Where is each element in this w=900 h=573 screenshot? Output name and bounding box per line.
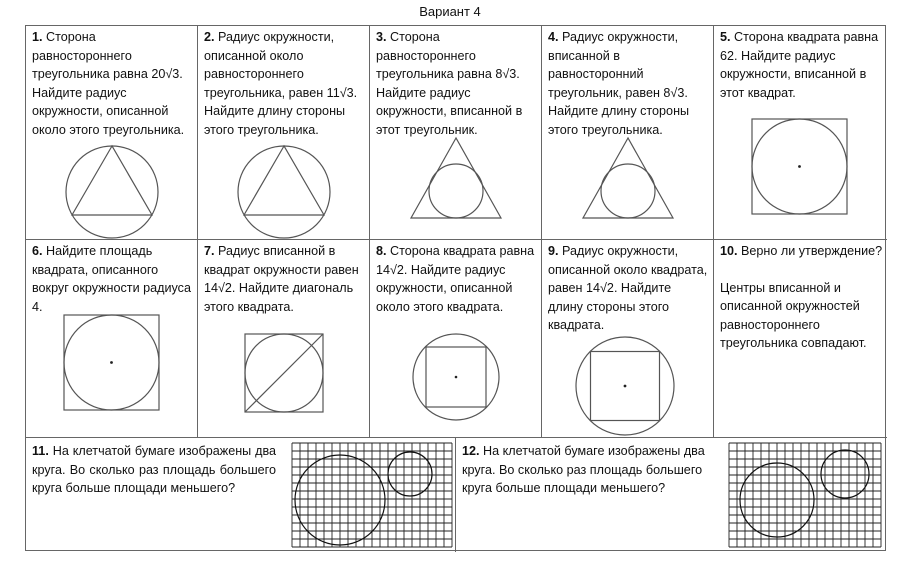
page-title: Вариант 4 xyxy=(419,4,481,19)
task-text: Верно ли утверждение? xyxy=(741,244,883,258)
task-number: 12. xyxy=(462,444,480,458)
task-text: Сторона равностороннего треугольника равна 8√3. Найдите радиус окружности, вписанной в этот треугольник. xyxy=(376,30,523,137)
task-text: Сторона квадрата равна 14√2. Найдите радиус окружности, описанной около этого квадрата. xyxy=(376,244,535,314)
task-cell-5 xyxy=(714,26,887,240)
task-text: Сторона равностороннего треугольника равна 20√3. Найдите радиус окружности, описанной около этого треугольника. xyxy=(32,30,185,137)
square-inscribed-in-circle-figure xyxy=(370,240,542,438)
task-number: 10. xyxy=(720,244,738,258)
task-cell-7 xyxy=(198,240,370,438)
task-number: 7. xyxy=(204,244,215,258)
square-with-diagonal-and-circle-figure xyxy=(198,240,370,438)
task-cell-11 xyxy=(26,438,456,552)
task-text: Радиус окружности, описанной около равностороннего треугольника, равен 11√3. Найдите длину стороны этого треугольника. xyxy=(204,30,358,137)
task-number: 2. xyxy=(204,30,215,44)
circle-inscribed-in-triangle-figure xyxy=(542,26,714,240)
task-number: 5. xyxy=(720,30,731,44)
task-cell-9 xyxy=(542,240,714,438)
task-text: На клетчатой бумаге изображены два круга. Во сколько раз площадь большего круга больше площади меньшего? xyxy=(32,444,276,495)
grid-circles-figure xyxy=(292,443,452,549)
grid-circles-figure xyxy=(729,443,884,549)
task-text: Сторона квадрата равна 62. Найдите радиус окружности, вписанной в этот квадрат. xyxy=(720,30,879,100)
task-number: 3. xyxy=(376,30,387,44)
task-text: Радиус окружности, описанной около квадрата, равен 14√2. Найдите длину стороны этого квадрата. xyxy=(548,244,708,332)
circle-inscribed-in-square-figure xyxy=(26,240,198,438)
triangle-inscribed-in-circle-figure xyxy=(198,26,370,240)
task-cell-2 xyxy=(198,26,370,240)
task-number: 4. xyxy=(548,30,559,44)
task-text: Радиус вписанной в квадрат окружности равен 14√2. Найдите диагональ этого квадрата. xyxy=(204,244,359,314)
task-cell-1 xyxy=(26,26,198,240)
task-cell-6 xyxy=(26,240,198,438)
task-cell-12 xyxy=(456,438,887,552)
triangle-inscribed-in-circle-figure xyxy=(26,26,198,240)
task-cell-4 xyxy=(542,26,714,240)
circle-inscribed-in-triangle-figure xyxy=(370,26,542,240)
task-number: 1. xyxy=(32,30,43,44)
task-number: 8. xyxy=(376,244,387,258)
task-number: 9. xyxy=(548,244,559,258)
task-cell-3 xyxy=(370,26,542,240)
square-inscribed-in-circle-figure xyxy=(542,240,714,438)
task-grid xyxy=(25,25,886,551)
circle-inscribed-in-square-figure xyxy=(714,26,887,240)
task-cell-10 xyxy=(714,240,887,438)
task-cell-8 xyxy=(370,240,542,438)
task-statement: Центры вписанной и описанной окружностей равностороннего треугольника совпадают. xyxy=(720,280,867,350)
task-text: Найдите площадь квадрата, описанного вокруг окружности радиуса 4. xyxy=(32,244,191,314)
task-text: На клетчатой бумаге изображены два круга. Во сколько раз площадь большего круга больше площади меньшего? xyxy=(462,444,705,495)
task-number: 11. xyxy=(32,444,49,458)
task-text: Радиус окружности, вписанной в равносторонний треугольник, равен 8√3. Найдите длину стороны этого треугольника. xyxy=(548,30,690,137)
task-number: 6. xyxy=(32,244,43,258)
